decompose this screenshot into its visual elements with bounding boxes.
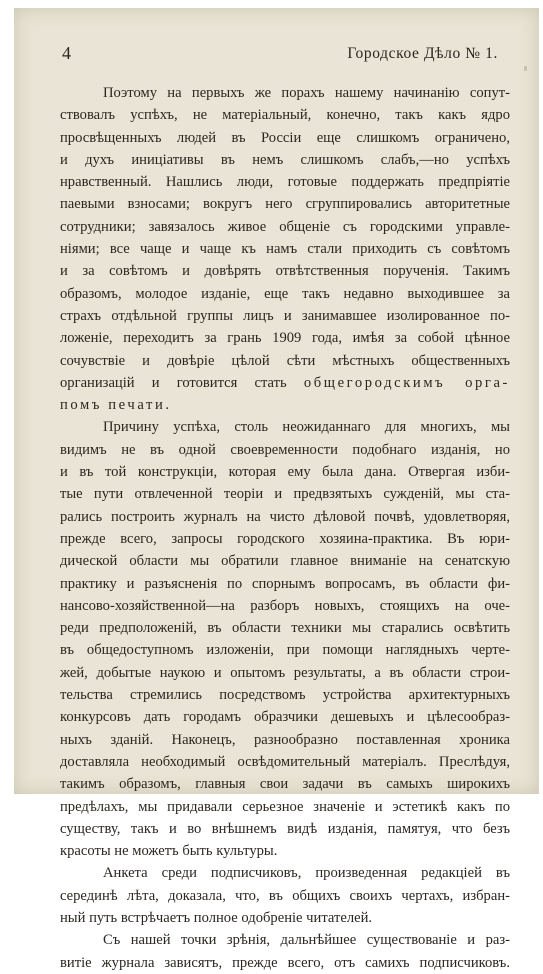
- text-line: витіе журнала зависятъ, прежде всего, отъ самихъ подписчиковъ.: [60, 954, 510, 971]
- text-line: и духъ иниціативы въ немъ слишкомъ слабъ,—но успѣхъ: [60, 151, 510, 168]
- text-line: жей, добытые наукою и опытомъ результаты, а въ области строи-: [60, 664, 510, 681]
- text-line: тельства стремились посредствомъ устройства архитектурныхъ: [60, 687, 510, 704]
- text-line: просвѣщенныхъ людей въ Россіи еще слишкомъ ограничено,: [60, 129, 510, 146]
- spaced-phrase: общегородскимъ орга-: [303, 374, 510, 391]
- text-line: реди предположеній, въ области техники мы старались освѣтить: [60, 620, 510, 637]
- text-line: видимъ не въ одной своевременности подобнаго изданія, но: [60, 441, 510, 458]
- ink-smudge: [524, 66, 527, 71]
- text-line: паевыми взносами; вокругъ него сгруппировались авторитетные: [60, 196, 510, 213]
- text-line: существу, такъ и во внѣшнемъ видѣ изданія, памятуя, что безъ: [60, 820, 510, 837]
- text-line: нансово-хозяйственной—на разборъ новыхъ, стоящихъ на оче-: [60, 597, 510, 614]
- text-line: такимъ образомъ, главныя свои задачи въ самыхъ широкихъ: [60, 776, 510, 793]
- text-fragment: организацій и готовится стать: [60, 374, 304, 391]
- page-header: [62, 42, 498, 66]
- text-line: прежде всего, запросы городского хозяина-практика. Въ юри-: [60, 530, 510, 547]
- text-line: предѣлахъ, мы придавали серьезное значеніе и эстетикѣ какъ по: [60, 798, 510, 815]
- text-line: Анкета среди подписчиковъ, произведенная редакціей въ: [103, 865, 510, 882]
- text-line: ствовалъ успѣхъ, не матеріальный, конечно, такъ какъ ядро: [60, 107, 510, 124]
- text-line: сотрудники; завязалось живое общеніе съ городскими управле-: [60, 218, 510, 235]
- text-line: Съ нашей точки зрѣнія, дальнѣйшее существованіе и раз-: [103, 932, 510, 949]
- running-head: Городское Дѣло № 1.: [347, 45, 498, 62]
- text-line: страхъ отдѣльной группы лицъ и занимавшее изолированное по-: [60, 307, 510, 324]
- text-line: тые пути отвлеченной теоріи и предвзятыхъ сужденій, мы ста-: [60, 486, 510, 503]
- text-line: образомъ, молодое изданіе, еще такъ недавно выходившее за: [60, 285, 510, 302]
- text-line: ный путь встрѣчаетъ полное одобреніе читателей.: [60, 909, 373, 926]
- text-line: ложеніе, переходитъ за грань 1909 года, имѣя за собой цѣнное: [60, 330, 510, 347]
- text-line: помъ печати.: [60, 397, 172, 414]
- text-line: рались построить журналъ на чисто дѣловой почвѣ, удовлетворяя,: [60, 508, 510, 525]
- text-line: ніями; все чаще и чаще къ намъ стали приходить съ совѣтомъ: [60, 241, 510, 258]
- text-line-with-spaced-phrase: [60, 372, 510, 394]
- text-line: практику и разъясненія по спорнымъ вопросамъ, въ области фи-: [60, 575, 510, 592]
- text-line: доставляла необходимый освѣдомительный матеріалъ. Преслѣдуя,: [60, 753, 510, 770]
- text-line: серединѣ лѣта, доказала, что, въ общихъ своихъ чертахъ, избран-: [60, 887, 510, 904]
- text-line: въ общедоступномъ изложеніи, при помощи наглядныхъ черте-: [60, 642, 510, 659]
- text-line: сочувствіе и довѣріе цѣлой сѣти мѣстныхъ общественныхъ: [60, 352, 510, 369]
- text-line: дической области мы обратили главное вниманіе на сенатскую: [60, 553, 510, 570]
- body-text: [60, 82, 510, 974]
- text-line: Поэтому на первыхъ же порахъ нашему начинанію сопут-: [103, 85, 510, 101]
- text-line: ныхъ зданій. Наконецъ, разнообразно поставленная хроника: [60, 731, 510, 748]
- page-number: 4: [62, 43, 71, 63]
- text-line: красоты не можетъ быть культуры.: [60, 843, 278, 860]
- text-line: нравственный. Нашлись люди, готовые поддержать предпріятіе: [60, 174, 510, 191]
- text-line: Причину успѣха, столь неожиданнаго для многихъ, мы: [103, 419, 510, 436]
- scanned-page: [14, 8, 539, 971]
- text-line: и за совѣтомъ и довѣрять отвѣтственныя порученія. Такимъ: [60, 263, 510, 280]
- text-line: и въ той конструкціи, которая ему была дана. Отвергая изби-: [60, 464, 510, 481]
- text-line: конкурсовъ дать городамъ образчики дешевыхъ и цѣлесообраз-: [60, 709, 510, 726]
